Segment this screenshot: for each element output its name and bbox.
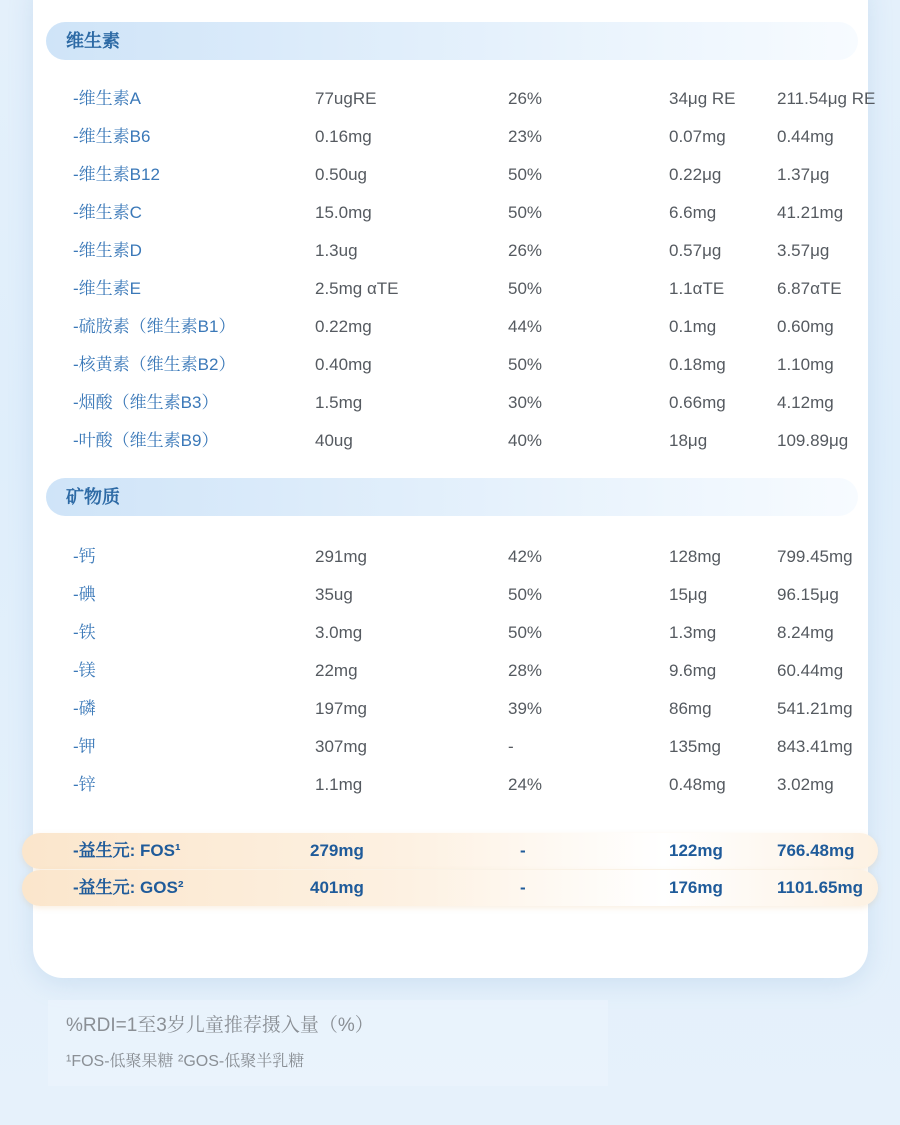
nutrient-name: -钾	[73, 737, 96, 756]
nutrient-value: 9.6mg	[669, 661, 717, 680]
nutrient-value: 0.07mg	[669, 127, 726, 146]
nutrient-value: 0.18mg	[669, 355, 726, 374]
nutrient-value: 6.87αTE	[777, 279, 842, 298]
nutrient-value: 135mg	[669, 737, 721, 756]
table-row	[0, 156, 900, 194]
nutrient-name: -硫胺素（维生素B1）	[73, 317, 236, 336]
table-row	[0, 652, 900, 690]
nutrient-value: 0.44mg	[777, 127, 834, 146]
nutrient-rdi: 50%	[508, 165, 543, 184]
nutrient-name: -铁	[73, 623, 96, 642]
nutrient-value: 843.41mg	[777, 737, 853, 756]
nutrient-amount: 3.0mg	[315, 623, 363, 642]
nutrient-name: -益生元: GOS²	[73, 878, 184, 897]
nutrient-value: 96.15μg	[777, 585, 839, 604]
nutrient-value: 0.66mg	[669, 393, 726, 412]
table-row	[0, 384, 900, 422]
nutrient-value: 1.1αTE	[669, 279, 725, 298]
nutrient-value: 3.02mg	[777, 775, 834, 794]
nutrient-amount: 197mg	[315, 699, 367, 718]
nutrient-rdi: 39%	[508, 699, 543, 718]
nutrient-value: 211.54μg RE	[777, 89, 876, 108]
nutrient-rdi: 24%	[508, 775, 543, 794]
nutrient-amount: 0.22mg	[315, 317, 372, 336]
nutrient-rdi: 23%	[508, 127, 543, 146]
table-row	[0, 422, 900, 460]
nutrient-amount: 1.1mg	[315, 775, 363, 794]
rdi-note: %RDI=1至3岁儿童推荐摄入量（%）	[66, 1015, 374, 1036]
footnotes	[48, 1000, 608, 1086]
nutrient-amount: 40ug	[315, 431, 353, 450]
nutrient-rdi: 50%	[508, 355, 543, 374]
nutrient-name: -镁	[73, 661, 96, 680]
nutrient-name: -核黄素（维生素B2）	[73, 355, 236, 374]
nutrient-amount: 0.50ug	[315, 165, 367, 184]
table-row	[0, 614, 900, 652]
nutrient-rdi: 50%	[508, 623, 543, 642]
nutrient-value: 3.57μg	[777, 241, 830, 260]
table-row	[0, 194, 900, 232]
nutrient-value: 18μg	[669, 431, 708, 450]
nutrient-rdi: 50%	[508, 203, 543, 222]
minerals-section-header	[46, 478, 858, 516]
nutrient-value: 766.48mg	[777, 841, 855, 860]
nutrient-amount: 2.5mg αTE	[315, 279, 399, 298]
nutrient-name: -维生素E	[73, 279, 141, 298]
table-row	[0, 728, 900, 766]
nutrient-value: 1101.65mg	[777, 878, 864, 897]
nutrient-amount: 279mg	[310, 841, 364, 860]
nutrient-amount: 22mg	[315, 661, 358, 680]
nutrient-name: -磷	[73, 699, 96, 718]
nutrient-value: 41.21mg	[777, 203, 844, 222]
table-row	[0, 80, 900, 118]
table-row	[0, 766, 900, 804]
nutrient-amount: 401mg	[310, 878, 364, 897]
nutrient-value: 86mg	[669, 699, 712, 718]
nutrient-amount: 0.40mg	[315, 355, 372, 374]
nutrient-name: -维生素B12	[73, 165, 160, 184]
nutrient-name: -钙	[73, 547, 96, 566]
nutrient-name: -维生素C	[73, 203, 142, 222]
nutrient-name: -烟酸（维生素B3）	[73, 393, 219, 412]
nutrient-value: 1.37μg	[777, 165, 830, 184]
nutrient-rdi: 26%	[508, 89, 543, 108]
nutrient-rdi: 44%	[508, 317, 543, 336]
nutrient-value: 8.24mg	[777, 623, 834, 642]
nutrient-amount: 1.3ug	[315, 241, 358, 260]
vitamins-section-header	[46, 22, 858, 60]
nutrient-name: -锌	[73, 775, 96, 794]
nutrient-value: 34μg RE	[669, 89, 736, 108]
nutrient-value: 6.6mg	[669, 203, 717, 222]
nutrient-rdi: 50%	[508, 279, 543, 298]
nutrient-amount: 1.5mg	[315, 393, 363, 412]
nutrient-name: -维生素D	[73, 241, 142, 260]
table-row	[0, 690, 900, 728]
abbreviation-note: ¹FOS-低聚果糖 ²GOS-低聚半乳糖	[66, 1053, 305, 1070]
nutrient-value: 0.48mg	[669, 775, 726, 794]
nutrient-rdi: -	[508, 737, 514, 756]
table-row	[0, 270, 900, 308]
nutrient-amount: 35ug	[315, 585, 353, 604]
nutrient-value: 128mg	[669, 547, 721, 566]
nutrient-amount: 0.16mg	[315, 127, 372, 146]
table-row	[0, 538, 900, 576]
nutrient-value: 176mg	[669, 878, 723, 897]
nutrient-name: -碘	[73, 585, 96, 604]
vitamins-section-title: 维生素	[66, 31, 120, 51]
nutrient-name: -叶酸（维生素B9）	[73, 431, 219, 450]
table-row	[0, 118, 900, 156]
nutrient-value: 109.89μg	[777, 431, 849, 450]
nutrient-value: 1.3mg	[669, 623, 717, 642]
nutrient-rdi: 42%	[508, 547, 543, 566]
nutrient-value: 799.45mg	[777, 547, 853, 566]
nutrient-amount: 307mg	[315, 737, 367, 756]
nutrient-value: 0.22μg	[669, 165, 722, 184]
nutrient-rdi: 50%	[508, 585, 543, 604]
nutrient-name: -维生素A	[73, 89, 141, 108]
minerals-section-title: 矿物质	[66, 487, 120, 507]
nutrient-rdi: 30%	[508, 393, 543, 412]
nutrient-name: -维生素B6	[73, 127, 151, 146]
nutrient-rdi: 40%	[508, 431, 543, 450]
nutrient-amount: 291mg	[315, 547, 367, 566]
nutrient-rdi: -	[520, 878, 526, 897]
prebiotic-row-fos	[22, 833, 878, 869]
table-row	[0, 232, 900, 270]
nutrient-value: 541.21mg	[777, 699, 853, 718]
nutrient-value: 122mg	[669, 841, 723, 860]
nutrient-rdi: 26%	[508, 241, 543, 260]
nutrient-rdi: -	[520, 841, 526, 860]
table-row	[0, 346, 900, 384]
nutrient-value: 0.60mg	[777, 317, 834, 336]
nutrient-name: -益生元: FOS¹	[73, 841, 181, 860]
nutrient-amount: 77ugRE	[315, 89, 377, 108]
nutrient-rdi: 28%	[508, 661, 543, 680]
table-row	[0, 576, 900, 614]
prebiotic-row-gos	[22, 870, 878, 906]
nutrient-value: 4.12mg	[777, 393, 834, 412]
nutrient-value: 60.44mg	[777, 661, 844, 680]
table-row	[0, 308, 900, 346]
nutrient-value: 1.10mg	[777, 355, 834, 374]
nutrient-value: 0.1mg	[669, 317, 717, 336]
nutrient-amount: 15.0mg	[315, 203, 372, 222]
nutrient-value: 0.57μg	[669, 241, 722, 260]
nutrient-value: 15μg	[669, 585, 708, 604]
